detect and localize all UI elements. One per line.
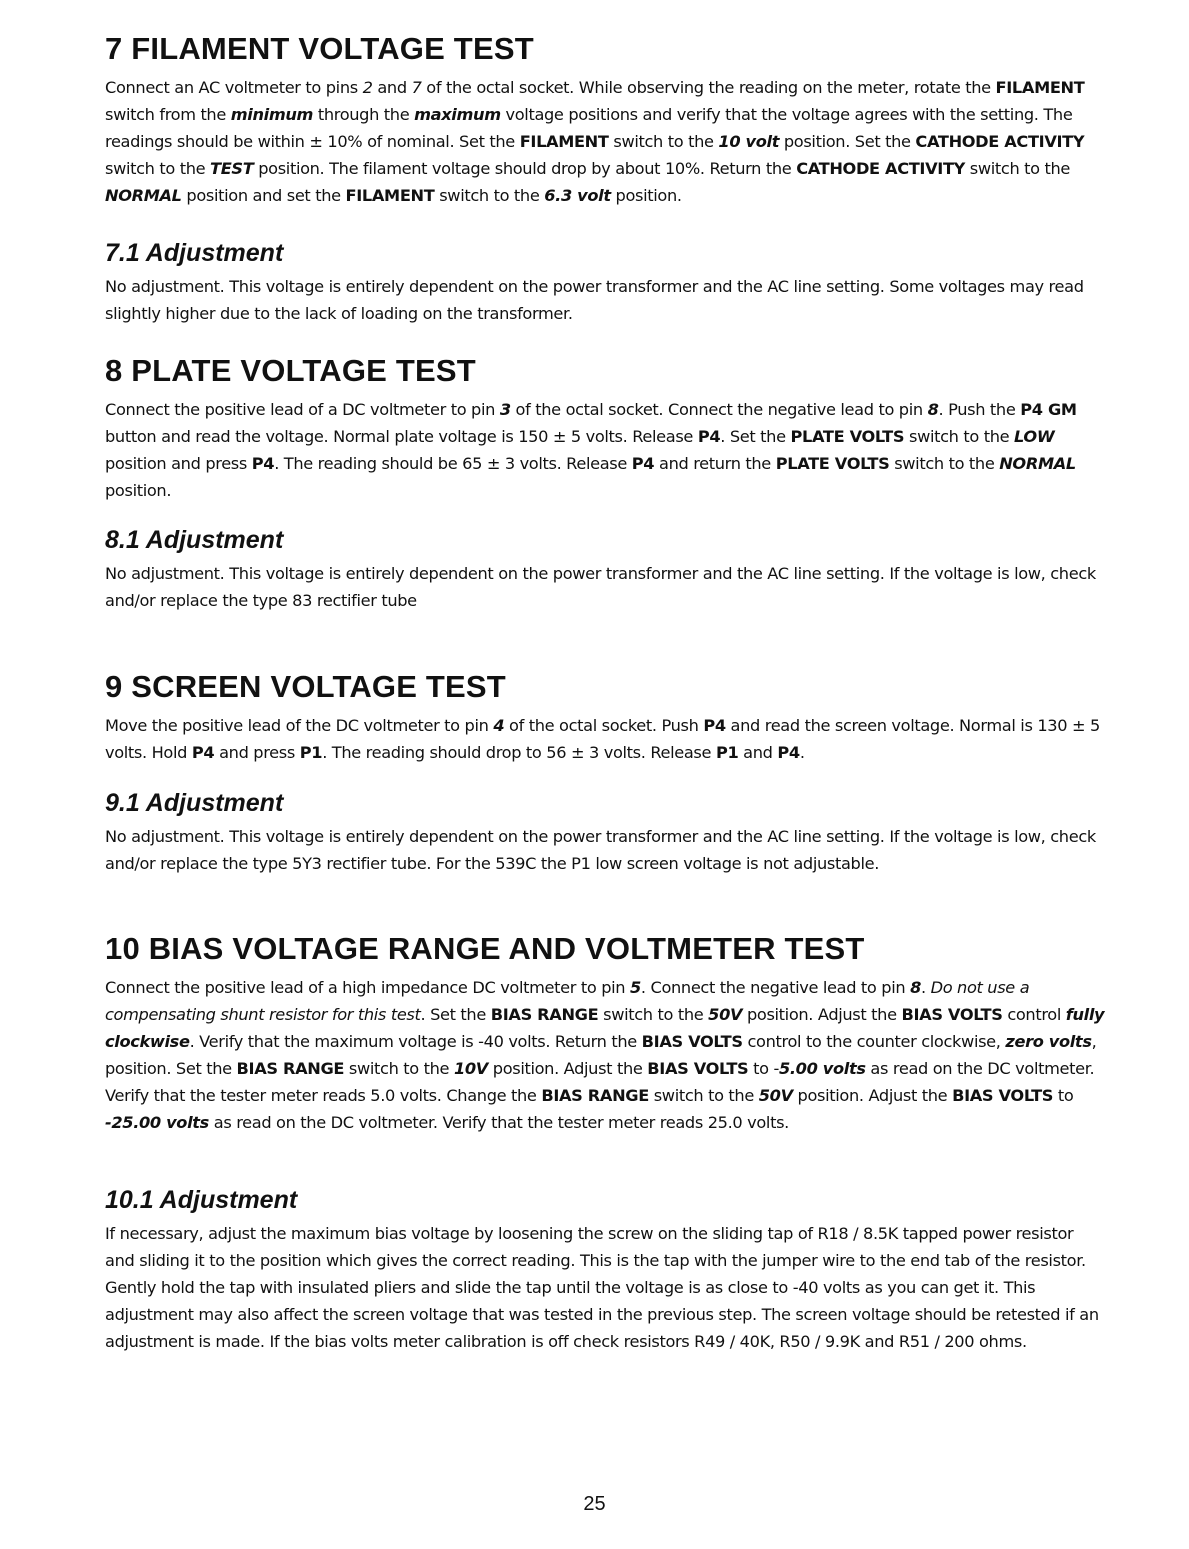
- text-run: of the octal socket. Push: [504, 716, 704, 735]
- text-run: zero volts: [1005, 1032, 1092, 1051]
- text-run: FILAMENT: [519, 132, 609, 151]
- text-run: Move the positive lead of the DC voltmeter to pin: [105, 716, 494, 735]
- text-run: 5.00 volts: [778, 1059, 866, 1078]
- text-run: 5: [629, 978, 641, 997]
- text-run: 8: [910, 978, 921, 997]
- section-screen-voltage-test: [105, 668, 1105, 766]
- section-plate-voltage-test: [105, 352, 1105, 504]
- text-run: and read the screen voltage. Normal is 130 ± 5 volts. Hold: [105, 716, 1100, 762]
- text-run: BIAS VOLTS: [901, 1005, 1003, 1024]
- text-run: Connect an AC voltmeter to pins: [105, 78, 363, 97]
- text-run: switch to the: [598, 1005, 709, 1024]
- text-run: position. Adjust the: [487, 1059, 648, 1078]
- text-run: through the: [313, 105, 415, 124]
- text-run: and: [738, 743, 778, 762]
- section-filament-voltage-test: [105, 30, 1105, 209]
- text-run: No adjustment. This voltage is entirely dependent on the power transformer and the AC line setting. If the voltage is low, check and/or replace the type 5Y3 rectifier tube. For the 539C the P1 low screen voltage is not adjustable.: [105, 827, 1096, 873]
- text-run: . Set the: [420, 1005, 491, 1024]
- text-run: button and read the voltage. Normal plate voltage is 150 ± 5 volts. Release: [105, 427, 698, 446]
- subsection-heading: 9.1 Adjustment: [105, 789, 284, 817]
- text-run: BIAS VOLTS: [641, 1032, 743, 1051]
- text-run: BIAS RANGE: [490, 1005, 599, 1024]
- section-heading: 7 FILAMENT VOLTAGE TEST: [105, 31, 534, 66]
- text-run: switch from the: [105, 105, 231, 124]
- subsection-body: [105, 273, 1105, 327]
- text-run: 6.3 volt: [544, 186, 611, 205]
- text-run: Connect the positive lead of a DC voltmeter to pin: [105, 400, 500, 419]
- text-run: position.: [105, 481, 172, 500]
- subsection-heading: 8.1 Adjustment: [105, 526, 284, 554]
- subsection-heading: 10.1 Adjustment: [105, 1186, 298, 1214]
- page-number: 25: [583, 1493, 606, 1515]
- text-run: voltage positions and verify that the voltage agrees with the setting. The readings should be within ± 10% of nominal. Set the: [105, 105, 1073, 151]
- text-run: . The reading should be 65 ± 3 volts. Release: [274, 454, 632, 473]
- text-run: control: [1002, 1005, 1066, 1024]
- text-run: and: [372, 78, 412, 97]
- text-run: position.: [610, 186, 682, 205]
- text-run: of the octal socket. While observing the reading on the meter, rotate the: [421, 78, 996, 97]
- text-run: P1: [299, 743, 323, 762]
- text-run: switch to the: [344, 1059, 454, 1078]
- text-run: position. Set the: [779, 132, 916, 151]
- text-run: switch to the: [434, 186, 545, 205]
- text-run: P4: [191, 743, 215, 762]
- text-run: -25.00 volts: [105, 1113, 209, 1132]
- text-run: No adjustment. This voltage is entirely dependent on the power transformer and the AC line setting. If the voltage is low, check and/or replace the type 83 rectifier tube: [105, 564, 1096, 610]
- subsection-bias-adjustment: [105, 1184, 1105, 1355]
- text-run: CATHODE ACTIVITY: [796, 159, 966, 178]
- text-run: TEST: [210, 159, 254, 178]
- text-run: PLATE VOLTS: [775, 454, 890, 473]
- text-run: 10V: [453, 1059, 488, 1078]
- text-run: If necessary, adjust the maximum bias voltage by loosening the screw on the sliding tap of R18 / 8.5K tapped power resistor and sliding it to the position which gives the correct reading. This is the tap with the jumper wire to the end tab of the resistor. Gently hold the tap with insulated pliers and slide the tap until the voltage is as close to -40 volts as you can get it. This adjustment may also affect the screen voltage that was tested in the previous step. The screen voltage should be retested if an adjustment is made. If the bias volts meter calibration is off check resistors R49 / 40K, R50 / 9.9K and R51 / 200 ohms.: [105, 1224, 1099, 1351]
- text-run: FILAMENT: [345, 186, 435, 205]
- text-run: position and set the: [181, 186, 346, 205]
- text-run: switch to the: [889, 454, 1000, 473]
- section-body: [105, 712, 1105, 766]
- text-run: switch to the: [608, 132, 719, 151]
- text-run: No adjustment. This voltage is entirely dependent on the power transformer and the AC line setting. Some voltages may read slightly higher due to the lack of loading on the transformer.: [105, 277, 1084, 323]
- section-heading: 8 PLATE VOLTAGE TEST: [105, 353, 476, 388]
- text-run: , position. Set the: [105, 1032, 1097, 1078]
- text-run: switch to the: [648, 1086, 759, 1105]
- text-run: Connect the positive lead of a high impedance DC voltmeter to pin: [105, 978, 630, 997]
- text-run: BIAS VOLTS: [952, 1086, 1054, 1105]
- text-run: .: [920, 978, 931, 997]
- text-run: position. Adjust the: [742, 1005, 902, 1024]
- text-run: control to the counter clockwise,: [742, 1032, 1006, 1051]
- section-heading: 9 SCREEN VOLTAGE TEST: [105, 669, 506, 704]
- text-run: 8: [927, 400, 939, 419]
- text-run: of the octal socket. Connect the negative lead to pin: [510, 400, 928, 419]
- section-body: [105, 74, 1105, 209]
- text-run: minimum: [230, 105, 314, 124]
- section-bias-voltage-range-test: [105, 930, 1105, 1136]
- text-run: Do not use a compensating shunt resistor for this test: [105, 978, 1030, 1024]
- text-run: switch to the: [105, 159, 211, 178]
- text-run: P1: [715, 743, 739, 762]
- subsection-screen-adjustment: [105, 787, 1105, 877]
- text-run: BIAS RANGE: [236, 1059, 345, 1078]
- text-run: . The reading should drop to 56 ± 3 volts. Release: [322, 743, 716, 762]
- text-run: P4: [703, 716, 726, 735]
- section-body: [105, 974, 1105, 1136]
- text-run: 3: [499, 400, 511, 419]
- text-run: as read on the DC voltmeter. Verify that the tester meter reads 5.0 volts. Change the: [105, 1059, 1095, 1105]
- text-run: 50V: [708, 1005, 743, 1024]
- text-run: switch to the: [965, 159, 1071, 178]
- text-run: and return the: [654, 454, 776, 473]
- text-run: P4: [777, 743, 800, 762]
- text-run: .: [799, 743, 805, 762]
- text-run: position. Adjust the: [792, 1086, 953, 1105]
- text-run: CATHODE ACTIVITY: [915, 132, 1085, 151]
- subsection-heading: 7.1 Adjustment: [105, 239, 284, 267]
- text-run: 7: [411, 78, 422, 97]
- text-run: P4: [251, 454, 275, 473]
- text-run: to: [1053, 1086, 1074, 1105]
- text-run: BIAS RANGE: [541, 1086, 649, 1105]
- text-run: position. The filament voltage should drop by about 10%. Return the: [253, 159, 797, 178]
- text-run: 50V: [758, 1086, 793, 1105]
- text-run: NORMAL: [105, 186, 182, 205]
- text-run: position and press: [105, 454, 252, 473]
- text-run: . Push the: [938, 400, 1021, 419]
- text-run: P4 GM: [1020, 400, 1077, 419]
- text-run: . Verify that the maximum voltage is -40 volts. Return the: [189, 1032, 642, 1051]
- text-run: BIAS VOLTS: [647, 1059, 749, 1078]
- text-run: P4: [631, 454, 655, 473]
- subsection-body: [105, 1220, 1105, 1355]
- text-run: . Connect the negative lead to pin: [640, 978, 911, 997]
- text-run: switch to the: [904, 427, 1015, 446]
- text-run: P4: [697, 427, 721, 446]
- text-run: to -: [748, 1059, 779, 1078]
- subsection-body: [105, 823, 1105, 877]
- text-run: FILAMENT: [995, 78, 1085, 97]
- subsection-plate-adjustment: [105, 524, 1105, 614]
- subsection-filament-adjustment: [105, 237, 1105, 327]
- text-run: 2: [362, 78, 373, 97]
- text-run: 4: [493, 716, 505, 735]
- subsection-body: [105, 560, 1105, 614]
- text-run: LOW: [1014, 427, 1055, 446]
- section-body: [105, 396, 1105, 504]
- text-run: fully clockwise: [105, 1005, 1105, 1051]
- text-run: and press: [214, 743, 300, 762]
- text-run: as read on the DC voltmeter. Verify that the tester meter reads 25.0 volts.: [208, 1113, 789, 1132]
- section-heading: 10 BIAS VOLTAGE RANGE AND VOLTMETER TEST: [105, 931, 865, 966]
- text-run: PLATE VOLTS: [790, 427, 905, 446]
- text-run: 10 volt: [718, 132, 780, 151]
- text-run: maximum: [414, 105, 501, 124]
- text-run: NORMAL: [999, 454, 1076, 473]
- text-run: . Set the: [720, 427, 791, 446]
